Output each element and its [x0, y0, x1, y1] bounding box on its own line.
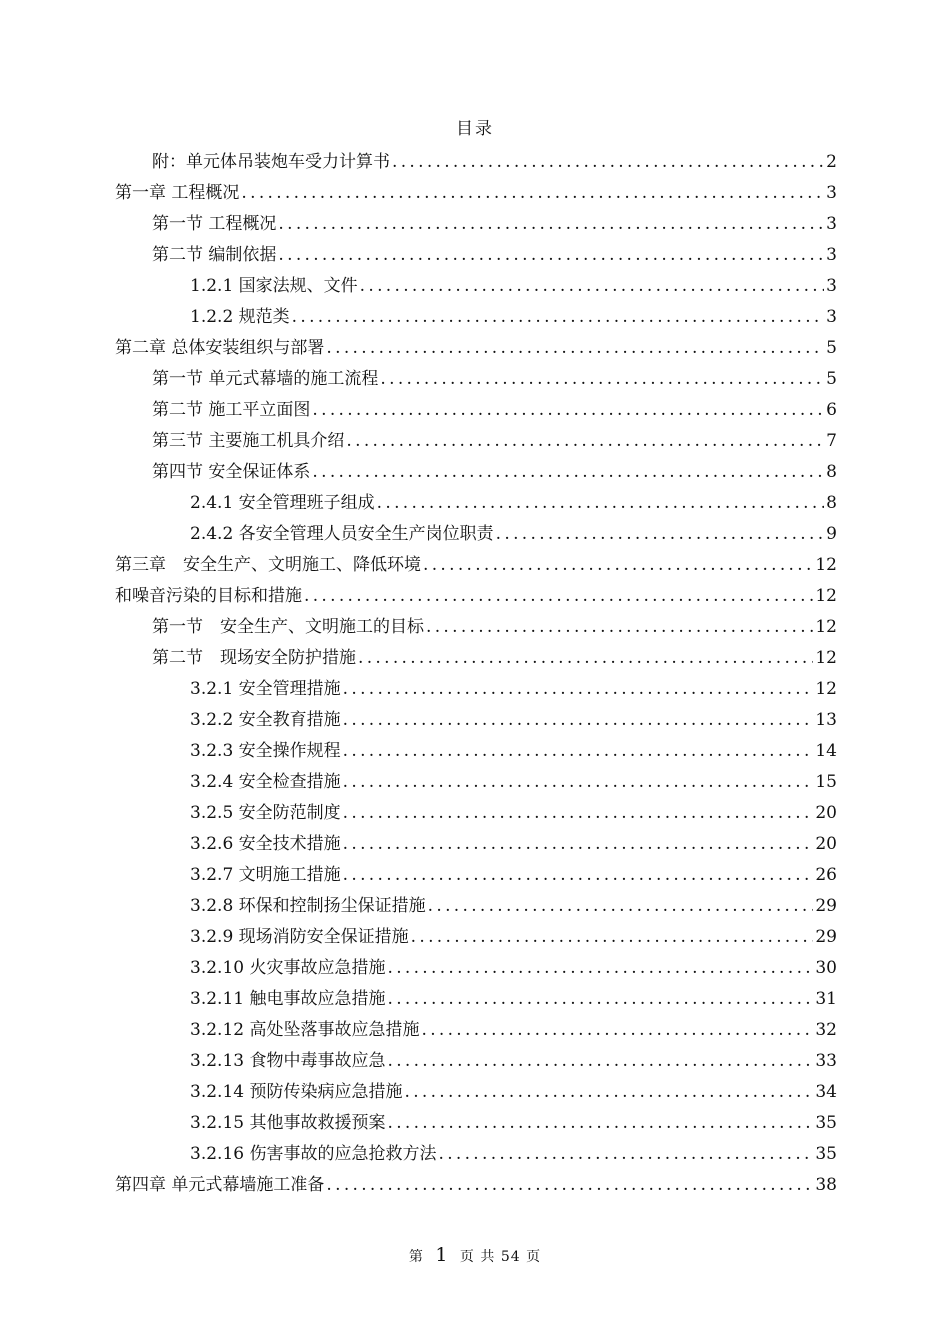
toc-entry-title: 3.2.1 安全管理措施 [190, 679, 341, 699]
toc-entry-page: 14 [815, 741, 837, 761]
toc-entry[interactable] [152, 240, 837, 271]
footer-prefix: 第 [408, 1249, 424, 1265]
toc-entry-title: 3.2.7 文明施工措施 [190, 865, 341, 885]
toc-entry-title: 第二节 编制依据 [152, 245, 277, 265]
toc-dot-leader [387, 984, 813, 1015]
toc-entry-page: 26 [815, 865, 837, 885]
toc-entry-title: 第二节 现场安全防护措施 [152, 648, 356, 668]
toc-dot-leader [404, 1077, 813, 1108]
toc-entry[interactable] [190, 953, 837, 984]
toc-entry-page: 29 [815, 927, 837, 947]
toc-entry-page: 35 [815, 1144, 837, 1164]
toc-entry-title: 第三节 主要施工机具介绍 [152, 431, 345, 451]
toc-dot-leader [304, 581, 813, 612]
toc-entry[interactable] [190, 891, 837, 922]
toc-entry-title: 3.2.9 现场消防安全保证措施 [190, 927, 409, 947]
toc-entry-title: 3.2.14 预防传染病应急措施 [190, 1082, 403, 1102]
toc-title: 目录 [456, 119, 494, 139]
toc-entry-page: 30 [815, 958, 837, 978]
toc-entry[interactable] [190, 767, 837, 798]
toc-dot-leader [312, 395, 824, 426]
toc-entry-title: 2.4.1 安全管理班子组成 [190, 493, 375, 513]
toc-entry[interactable] [152, 457, 837, 488]
toc-entry[interactable] [190, 488, 837, 519]
toc-entry-page: 3 [826, 214, 837, 234]
toc-entry[interactable] [190, 674, 837, 705]
toc-entry-page: 2 [826, 152, 837, 172]
footer-total: 54 [500, 1249, 521, 1265]
toc-dot-leader [312, 457, 824, 488]
toc-entry-title: 3.2.13 食物中毒事故应急 [190, 1051, 386, 1071]
toc-entry-page: 13 [815, 710, 837, 730]
toc-dot-leader [343, 767, 814, 798]
toc-entry-title: 3.2.10 火灾事故应急措施 [190, 958, 386, 978]
toc-entry-title: 3.2.5 安全防范制度 [190, 803, 341, 823]
toc-dot-leader [343, 798, 814, 829]
toc-entry[interactable] [152, 643, 837, 674]
toc-entry-page: 3 [826, 276, 837, 296]
toc-entry[interactable] [115, 581, 837, 612]
toc-entry-page: 12 [815, 617, 837, 637]
toc-entry-page: 34 [815, 1082, 837, 1102]
toc-dot-leader [346, 426, 824, 457]
toc-entry-title: 3.2.6 安全技术措施 [190, 834, 341, 854]
footer-middle: 页 共 [459, 1249, 496, 1265]
toc-dot-leader [423, 550, 813, 581]
toc-entry-title: 1.2.1 国家法规、文件 [190, 276, 358, 296]
toc-entry-title: 第二节 施工平立面图 [152, 400, 311, 420]
toc-entry-title: 第一节 单元式幕墙的施工流程 [152, 369, 379, 389]
toc-entry-page: 38 [815, 1175, 837, 1195]
toc-entry-page: 12 [815, 679, 837, 699]
toc-dot-leader [428, 891, 814, 922]
toc-entry-page: 3 [826, 307, 837, 327]
toc-entry-title: 3.2.15 其他事故救援预案 [190, 1113, 386, 1133]
toc-entry-page: 33 [815, 1051, 837, 1071]
toc-dot-leader [326, 333, 824, 364]
toc-entry[interactable] [115, 178, 837, 209]
toc-entry-page: 7 [826, 431, 837, 451]
toc-entry-page: 20 [815, 834, 837, 854]
toc-dot-leader [343, 829, 814, 860]
toc-dot-leader [343, 860, 814, 891]
toc-entry-title: 3.2.8 环保和控制扬尘保证措施 [190, 896, 426, 916]
toc-dot-leader [411, 922, 814, 953]
toc-dot-leader [421, 1015, 813, 1046]
toc-dot-leader [241, 178, 824, 209]
toc-dot-leader [278, 209, 824, 240]
toc-entry-page: 3 [826, 183, 837, 203]
toc-entry-page: 5 [826, 369, 837, 389]
toc-entry[interactable] [115, 333, 837, 364]
toc-entry[interactable] [190, 1015, 837, 1046]
toc-entry-page: 15 [815, 772, 837, 792]
toc-entry-page: 12 [815, 648, 837, 668]
page-footer [0, 1244, 950, 1266]
toc-entry-page: 6 [826, 400, 837, 420]
toc-dot-leader [438, 1139, 813, 1170]
toc-entry-page: 12 [815, 586, 837, 606]
toc-entry-page: 12 [815, 555, 837, 575]
toc-entry-title: 第四节 安全保证体系 [152, 462, 311, 482]
toc-entry[interactable] [190, 1139, 837, 1170]
toc-entry-title: 第一节 安全生产、文明施工的目标 [152, 617, 424, 637]
toc-entry-page: 20 [815, 803, 837, 823]
toc-entry[interactable] [190, 984, 837, 1015]
toc-entry-title: 第一节 工程概况 [152, 214, 277, 234]
toc-entry-title: 3.2.4 安全检查措施 [190, 772, 341, 792]
toc-entry[interactable] [190, 829, 837, 860]
toc-entry[interactable] [190, 705, 837, 736]
toc-entry[interactable] [190, 1046, 837, 1077]
toc-entry-title: 第二章 总体安装组织与部署 [115, 338, 325, 358]
toc-entry[interactable] [190, 798, 837, 829]
toc-dot-leader [358, 643, 813, 674]
toc-dot-leader [343, 736, 814, 767]
toc-entry-title: 和噪音污染的目标和措施 [115, 586, 302, 606]
toc-entry-page: 8 [826, 493, 837, 513]
toc-entry-title: 第四章 单元式幕墙施工准备 [115, 1175, 325, 1195]
toc-entry[interactable] [152, 612, 837, 643]
toc-dot-leader [392, 147, 824, 178]
toc-entry[interactable] [115, 1170, 837, 1201]
toc-entry[interactable] [152, 364, 837, 395]
toc-entry[interactable] [190, 922, 837, 953]
toc-entry[interactable] [152, 395, 837, 426]
toc-entry-page: 32 [815, 1020, 837, 1040]
toc-entry[interactable] [190, 736, 837, 767]
toc-entry-title: 3.2.2 安全教育措施 [190, 710, 341, 730]
toc-dot-leader [278, 240, 824, 271]
toc-entry[interactable] [115, 550, 837, 581]
toc-entry-title: 3.2.11 触电事故应急措施 [190, 989, 386, 1009]
toc-entry-page: 29 [815, 896, 837, 916]
toc-entry-page: 5 [826, 338, 837, 358]
toc-dot-leader [426, 612, 813, 643]
toc-dot-leader [387, 1108, 813, 1139]
toc-entry-page: 31 [815, 989, 837, 1009]
footer-page-number: 1 [435, 1244, 449, 1266]
toc-entry-page: 35 [815, 1113, 837, 1133]
toc-entry[interactable] [152, 426, 837, 457]
toc-dot-leader [360, 271, 825, 302]
toc-dot-leader [377, 488, 825, 519]
toc-dot-leader [387, 953, 813, 984]
toc-entry[interactable] [152, 209, 837, 240]
toc-entry-title: 3.2.12 高处坠落事故应急措施 [190, 1020, 420, 1040]
toc-entry-title: 2.4.2 各安全管理人员安全生产岗位职责 [190, 524, 494, 544]
toc-entry[interactable] [190, 860, 837, 891]
toc-entry-title: 1.2.2 规范类 [190, 307, 290, 327]
toc-entry-page: 3 [826, 245, 837, 265]
toc-entry-title: 附：单元体吊装炮车受力计算书 [152, 152, 390, 172]
toc-entry[interactable] [190, 1077, 837, 1108]
toc-entry-page: 9 [826, 524, 837, 544]
toc-dot-leader [387, 1046, 813, 1077]
footer-suffix: 页 [526, 1249, 542, 1265]
toc-dot-leader [343, 705, 814, 736]
toc-entry[interactable] [152, 147, 837, 178]
toc-entry-page: 8 [826, 462, 837, 482]
toc-entry[interactable] [190, 302, 837, 333]
toc-dot-leader [292, 302, 825, 333]
toc-entry-title: 第三章 安全生产、文明施工、降低环境 [115, 555, 421, 575]
toc-entry-title: 3.2.3 安全操作规程 [190, 741, 341, 761]
toc-dot-leader [496, 519, 825, 550]
toc-entry[interactable] [190, 519, 837, 550]
toc-dot-leader [380, 364, 824, 395]
toc-entry-title: 第一章 工程概况 [115, 183, 240, 203]
toc-entry-title: 3.2.16 伤害事故的应急抢救方法 [190, 1144, 437, 1164]
toc-dot-leader [326, 1170, 813, 1201]
toc-entry[interactable] [190, 271, 837, 302]
toc-dot-leader [343, 674, 814, 705]
toc-entry[interactable] [190, 1108, 837, 1139]
